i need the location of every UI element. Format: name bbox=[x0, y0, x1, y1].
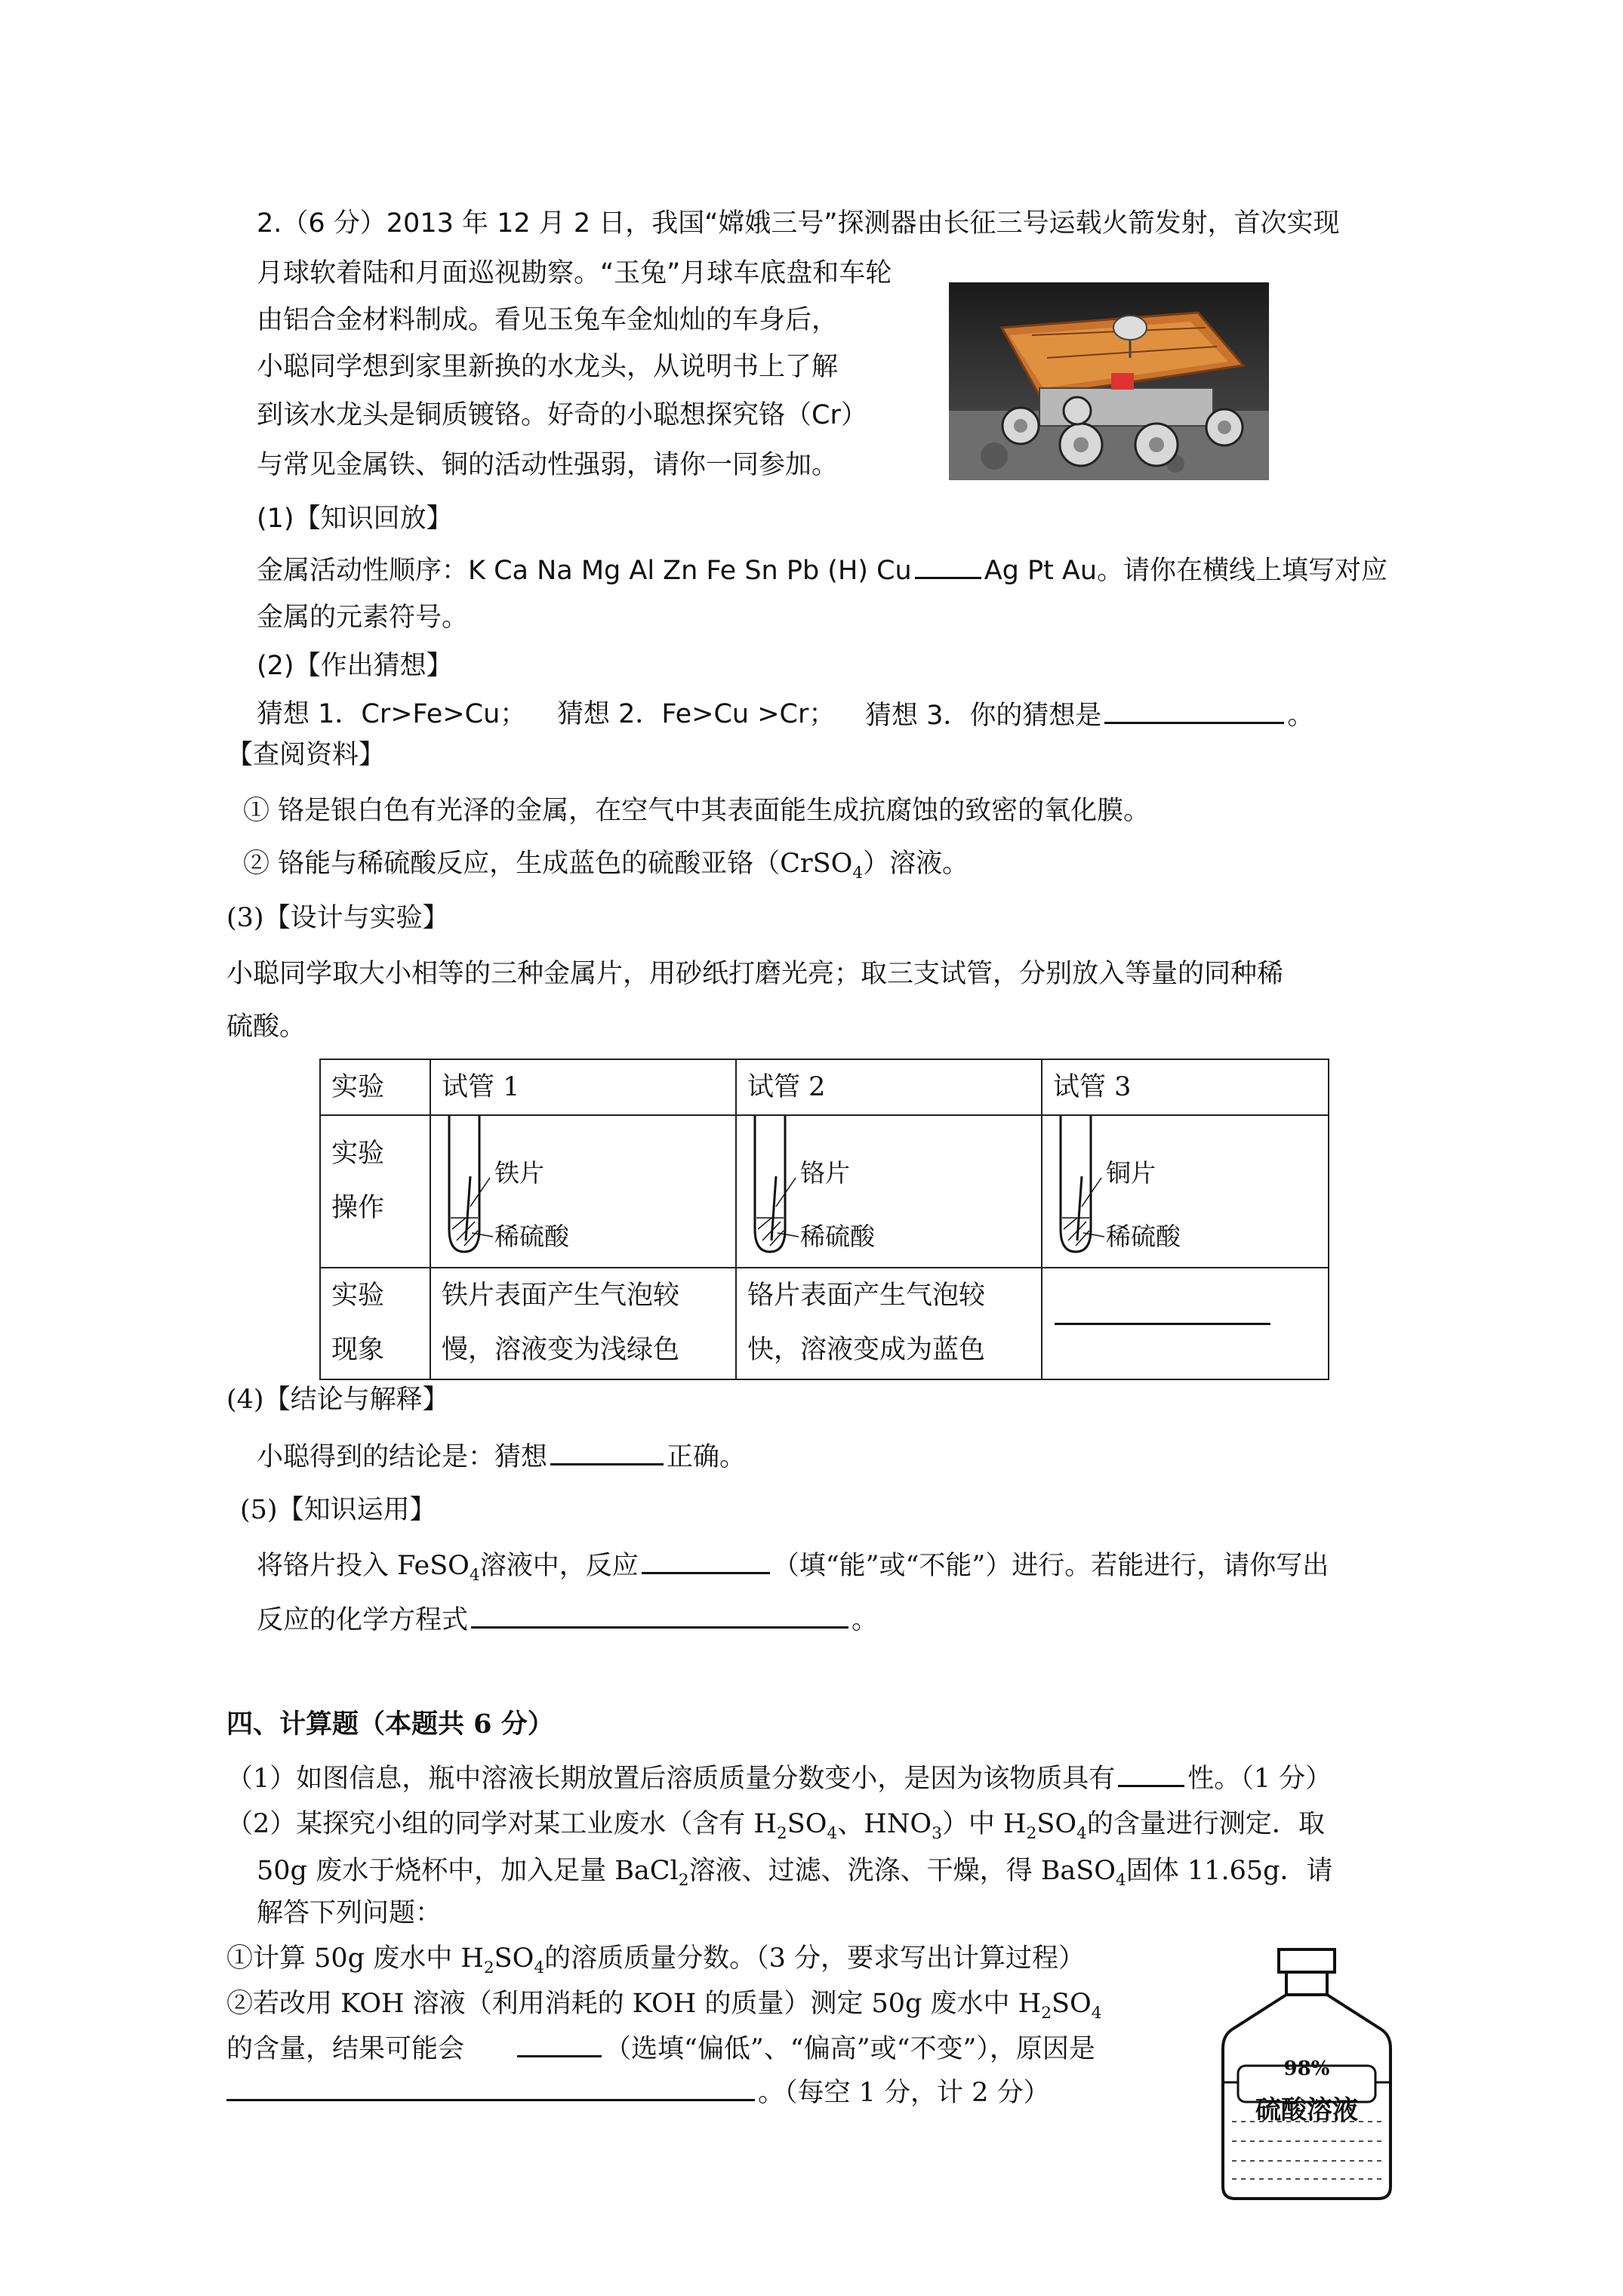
section4-title: (4)【结论与解释】 bbox=[226, 1385, 449, 1415]
sub2l2-a: 的含量，结果可能会 bbox=[226, 2034, 465, 2064]
fact2-suffix: ）溶液。 bbox=[863, 849, 969, 879]
activity-prefix: 金属活动性顺序：K Ca Na Mg Al Zn Fe Sn Pb (H) Cu bbox=[257, 556, 912, 586]
q2-sub-4b: 4 bbox=[1076, 1824, 1087, 1843]
q2-line1: 2.（6 分）2013 年 12 月 2 日，我国“嫦娥三号”探测器由长征三号运载火箭发射，首次实现 bbox=[257, 208, 1340, 239]
part4-sub2 bbox=[226, 1987, 1102, 2023]
sub2-sub-2: 2 bbox=[1041, 2004, 1052, 2023]
q2-c: 、HNO bbox=[837, 1809, 932, 1839]
phenomenon-tube2 bbox=[736, 1268, 1042, 1379]
tube3-metal-label: 铜片 bbox=[1106, 1158, 1156, 1188]
activity-blank[interactable] bbox=[915, 553, 981, 579]
section5-title: (5)【知识运用】 bbox=[240, 1495, 436, 1525]
activity-series-line bbox=[257, 553, 1387, 587]
q2l2-sub-2: 2 bbox=[678, 1871, 689, 1890]
table-phenomenon-row bbox=[320, 1268, 1329, 1379]
q2l2-a: 50g 废水于烧杯中，加入足量 BaCl bbox=[257, 1856, 679, 1886]
table-head-tube3: 试管 3 bbox=[1042, 1059, 1329, 1115]
part4-q1-suffix: 性。（1 分） bbox=[1187, 1764, 1332, 1794]
q2-d: ）中 H bbox=[941, 1809, 1027, 1839]
apply-blank[interactable] bbox=[642, 1548, 770, 1574]
q2-line5: 到该水龙头是铜质镀铬。好奇的小聪想探究铬（Cr） bbox=[257, 400, 867, 430]
tube1-metal-label: 铁片 bbox=[494, 1158, 544, 1188]
conclusion-suffix: 正确。 bbox=[667, 1442, 747, 1472]
section2-title: (2)【作出猜想】 bbox=[257, 651, 453, 681]
apply-line2 bbox=[257, 1602, 878, 1637]
guess1: 猜想 1．Cr>Fe>Cu； bbox=[257, 699, 527, 729]
equation-blank[interactable] bbox=[471, 1602, 848, 1629]
q2-sub-4: 4 bbox=[827, 1824, 838, 1843]
q2-line3: 由铝合金材料制成。看见玉兔车金灿灿的车身后， bbox=[257, 305, 839, 335]
guess3-line bbox=[865, 698, 1313, 732]
apply-sub: 4 bbox=[469, 1566, 480, 1585]
table-operation-row bbox=[320, 1115, 1329, 1268]
sub2-blank[interactable] bbox=[517, 2031, 602, 2057]
sub1-c: 的溶质质量分数。（3 分，要求写出计算过程） bbox=[544, 1943, 1086, 1974]
part4-q1-blank[interactable] bbox=[1118, 1761, 1184, 1787]
tube2-metal-label: 铬片 bbox=[800, 1158, 850, 1188]
q2-f: 的含量进行测定．取 bbox=[1086, 1809, 1325, 1839]
reason-blank[interactable] bbox=[226, 2075, 755, 2101]
sub1-sub-4: 4 bbox=[534, 1959, 545, 1977]
operation-label-1: 实验 bbox=[331, 1139, 385, 1169]
bottle-percent: 98% bbox=[1283, 2057, 1330, 2080]
phenomenon-tube2-line2: 快，溶液变成为蓝色 bbox=[747, 1335, 986, 1365]
q2l2-b: 溶液、过滤、洗涤、干燥，得 BaSO bbox=[688, 1856, 1116, 1886]
part4-title: 四、计算题（本题共 6 分） bbox=[226, 1709, 554, 1740]
guess3-end: 。 bbox=[1287, 701, 1314, 731]
apply-prefix: 将铬片投入 FeSO bbox=[257, 1551, 470, 1581]
apply-suffix: （填“能”或“不能”）进行。若能进行，请你写出 bbox=[772, 1551, 1329, 1581]
table-head-tube2: 试管 2 bbox=[736, 1059, 1042, 1115]
part4-q1-prefix: （1）如图信息，瓶中溶液长期放置后溶质质量分数变小，是因为该物质具有 bbox=[226, 1764, 1116, 1794]
activity-line2: 金属的元素符号。 bbox=[257, 603, 469, 633]
phenomenon-tube2-line1: 铬片表面产生气泡较 bbox=[747, 1281, 986, 1311]
table-head-tube1: 试管 1 bbox=[430, 1059, 736, 1115]
phenomenon-label-2: 现象 bbox=[331, 1335, 385, 1365]
fact2 bbox=[243, 847, 969, 883]
lookup-title: 【查阅资料】 bbox=[226, 740, 386, 770]
apply-line2-end: 。 bbox=[852, 1605, 879, 1635]
phenomenon-tube3-blank[interactable] bbox=[1055, 1323, 1270, 1325]
tube3-cell bbox=[1042, 1115, 1329, 1268]
q2-sub-2: 2 bbox=[776, 1824, 787, 1843]
sub1-a: ①计算 50g 废水中 H bbox=[226, 1943, 484, 1974]
q2-e: SO bbox=[1036, 1809, 1077, 1839]
q2-b: SO bbox=[787, 1809, 827, 1839]
part4-q2-line1 bbox=[226, 1808, 1325, 1841]
phenomenon-tube1 bbox=[430, 1268, 736, 1379]
section3-title: (3)【设计与实验】 bbox=[226, 903, 449, 933]
table-head-label: 实验 bbox=[320, 1059, 430, 1115]
phenomenon-label-cell bbox=[320, 1268, 430, 1379]
guess2: 猜想 2．Fe>Cu >Cr； bbox=[557, 699, 836, 729]
sub1-sub-2: 2 bbox=[483, 1959, 494, 1977]
q2l2-c: 固体 11.65g．请 bbox=[1126, 1856, 1333, 1886]
part4-sub1 bbox=[226, 1942, 1085, 1975]
conclusion-line bbox=[257, 1439, 746, 1474]
part4-q1 bbox=[226, 1761, 1332, 1795]
acid-bottle-image bbox=[1217, 1946, 1397, 2203]
tube1-cell bbox=[430, 1115, 736, 1268]
sub2-a: ②若改用 KOH 溶液（利用消耗的 KOH 的质量）测定 50g 废水中 H bbox=[226, 1989, 1042, 2019]
fact2-sub: 4 bbox=[852, 864, 864, 883]
lunar-rover-image bbox=[949, 282, 1269, 480]
apply-line2-text: 反应的化学方程式 bbox=[257, 1605, 469, 1635]
operation-label-2: 操作 bbox=[331, 1193, 385, 1223]
fact2-prefix: ② 铬能与稀硫酸反应，生成蓝色的硫酸亚铬（CrSO bbox=[243, 849, 853, 879]
tube3-acid-label: 稀硫酸 bbox=[1106, 1222, 1181, 1251]
sub2l3-end: 。（每空 1 分，计 2 分） bbox=[758, 2078, 1050, 2108]
q2-sub-3: 3 bbox=[932, 1824, 942, 1843]
part4-q2-line3: 解答下列问题： bbox=[257, 1898, 442, 1928]
guess3: 猜想 3．你的猜想是 bbox=[865, 701, 1102, 731]
guess3-blank[interactable] bbox=[1104, 698, 1284, 724]
fact1: ① 铬是银白色有光泽的金属，在空气中其表面能生成抗腐蚀的致密的氧化膜。 bbox=[243, 796, 1150, 826]
section1-title: (1)【知识回放】 bbox=[257, 504, 453, 534]
experiment-table bbox=[319, 1059, 1329, 1380]
q2-sub-2b: 2 bbox=[1026, 1824, 1037, 1843]
q2-line2: 月球软着陆和月面巡视勘察。“玉兔”月球车底盘和车轮 bbox=[257, 258, 892, 288]
apply-line1 bbox=[257, 1548, 1329, 1583]
phenomenon-tube3[interactable] bbox=[1042, 1268, 1329, 1379]
bottle-label: 硫酸溶液 bbox=[1255, 2095, 1358, 2125]
operation-label-cell bbox=[320, 1115, 430, 1268]
conclusion-blank[interactable] bbox=[550, 1439, 664, 1465]
q2-line6: 与常见金属铁、铜的活动性强弱，请你一同参加。 bbox=[257, 450, 839, 480]
phenomenon-tube1-line2: 慢，溶液变为浅绿色 bbox=[442, 1335, 680, 1365]
table-header-row bbox=[320, 1059, 1329, 1115]
activity-suffix: Ag Pt Au。请你在横线上填写对应 bbox=[984, 556, 1388, 586]
part4-q2-line2 bbox=[257, 1854, 1333, 1888]
sub2l2-b: （选填“偏低”、“偏高”或“不变”），原因是 bbox=[605, 2034, 1095, 2064]
part4-sub2-line3 bbox=[226, 2075, 1050, 2110]
sub2-sub-4: 4 bbox=[1091, 2004, 1102, 2023]
design-line2: 硫酸。 bbox=[226, 1012, 306, 1042]
tube2-cell bbox=[736, 1115, 1042, 1268]
phenomenon-label-1: 实验 bbox=[331, 1281, 385, 1311]
tube2-acid-label: 稀硫酸 bbox=[800, 1222, 875, 1251]
apply-mid: 溶液中，反应 bbox=[479, 1551, 639, 1581]
conclusion-prefix: 小聪得到的结论是：猜想 bbox=[257, 1442, 548, 1472]
q2-line4: 小聪同学想到家里新换的水龙头，从说明书上了解 bbox=[257, 352, 839, 382]
tube1-acid-label: 稀硫酸 bbox=[494, 1222, 569, 1251]
phenomenon-tube1-line1: 铁片表面产生气泡较 bbox=[442, 1281, 680, 1311]
q2l2-sub-4: 4 bbox=[1115, 1871, 1126, 1890]
design-line1: 小聪同学取大小相等的三种金属片，用砂纸打磨光亮；取三支试管，分别放入等量的同种稀 bbox=[226, 959, 1284, 989]
sub1-b: SO bbox=[494, 1943, 534, 1974]
part4-sub2-line2 bbox=[226, 2031, 1095, 2066]
q2-a: （2）某探究小组的同学对某工业废水（含有 H bbox=[226, 1809, 777, 1839]
sub2-b: SO bbox=[1052, 1989, 1092, 2019]
